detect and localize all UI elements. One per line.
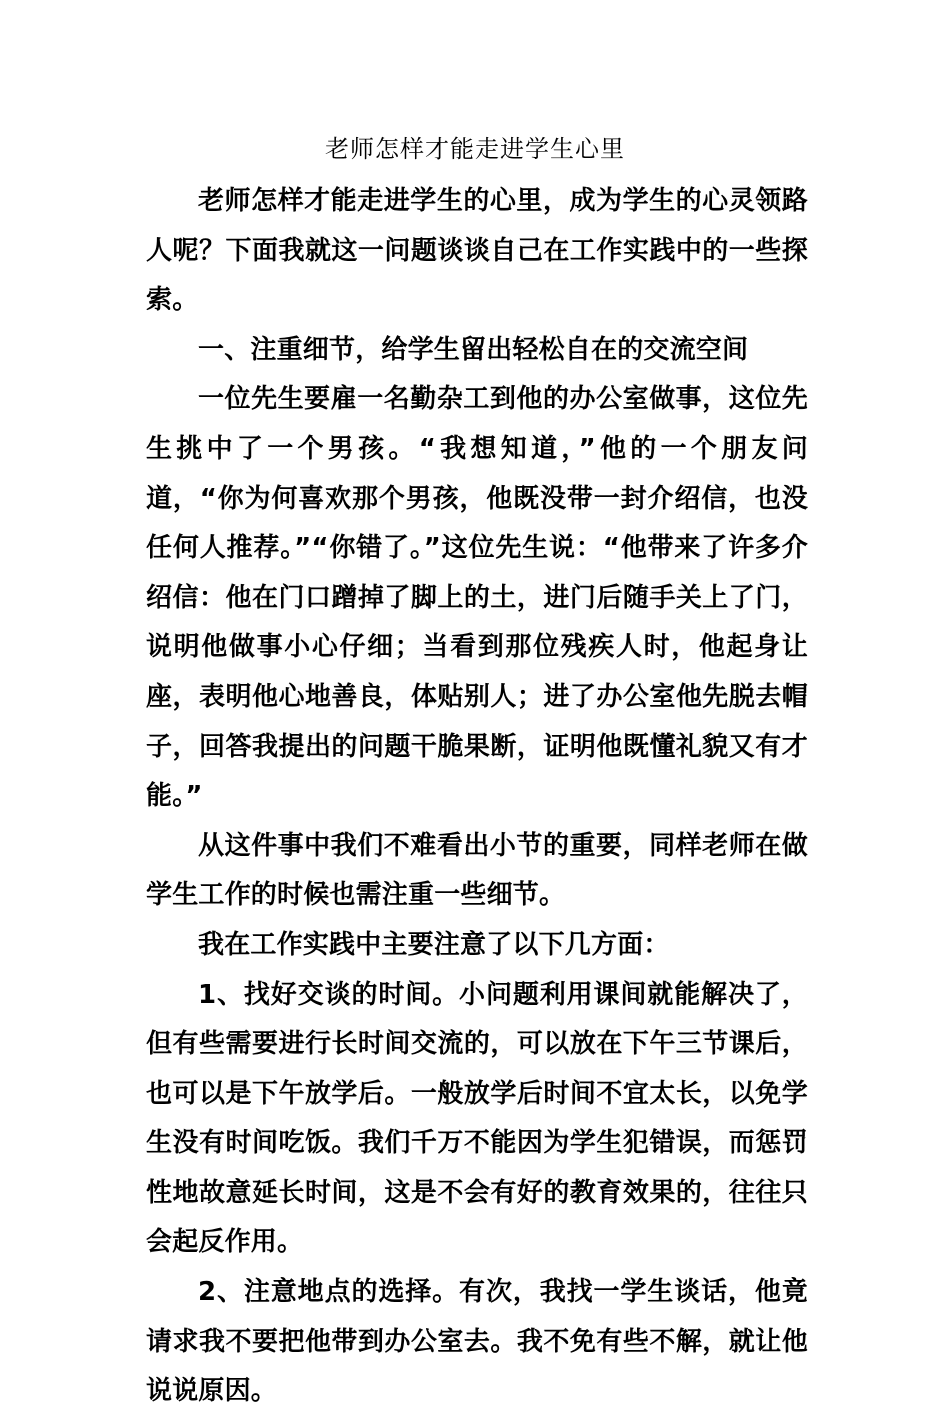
paragraph-story: 一位先生要雇一名勤杂工到他的办公室做事，这位先生挑中了一个男孩。“我想知道，”他的一个朋友问道，“你为何喜欢那个男孩，他既没带一封介绍信，也没任何人推荐。”“你错了。”这位先生说：“他带来了许多介绍信：他在门口蹭掉了脚上的土，进门后随手关上了门，说明他做事小心仔细；当看到那位残疾人时，他起身让座，表明他心地善良，体贴别人；进了办公室他先脱去帽子，回答我提出的问题干脆果断，证明他既懂礼貌又有才能。”	[146, 384, 808, 812]
paragraph-intro: 老师怎样才能走进学生的心里，成为学生的心灵领路人呢？下面我就这一问题谈谈自己在工作实践中的一些探索。	[146, 186, 808, 316]
paragraph-point-2: 2、注意地点的选择。有次，我找一学生谈话，他竟请求我不要把他带到办公室去。我不免有些不解，就让他说说原因。	[146, 1277, 808, 1407]
paragraph-lesson: 从这件事中我们不难看出小节的重要，同样老师在做学生工作的时候也需注重一些细节。	[146, 830, 808, 911]
paragraph-aspects: 我在工作实践中主要注意了以下几方面：	[198, 929, 670, 960]
document-title: 老师怎样才能走进学生心里	[325, 135, 625, 163]
paragraph-point-1: 1、找好交谈的时间。小问题利用课间就能解决了，但有些需要进行长时间交流的，可以放在下午三节课后，也可以是下午放学后。一般放学后时间不宜太长，以免学生没有时间吃饭。我们千万不能因为学生犯错误，而惩罚性地故意延长时间，这是不会有好的教育效果的，往往只会起反作用。	[146, 979, 808, 1258]
document-body	[146, 177, 808, 1417]
section-heading-1: 一、注重细节，给学生留出轻松自在的交流空间	[198, 334, 749, 365]
